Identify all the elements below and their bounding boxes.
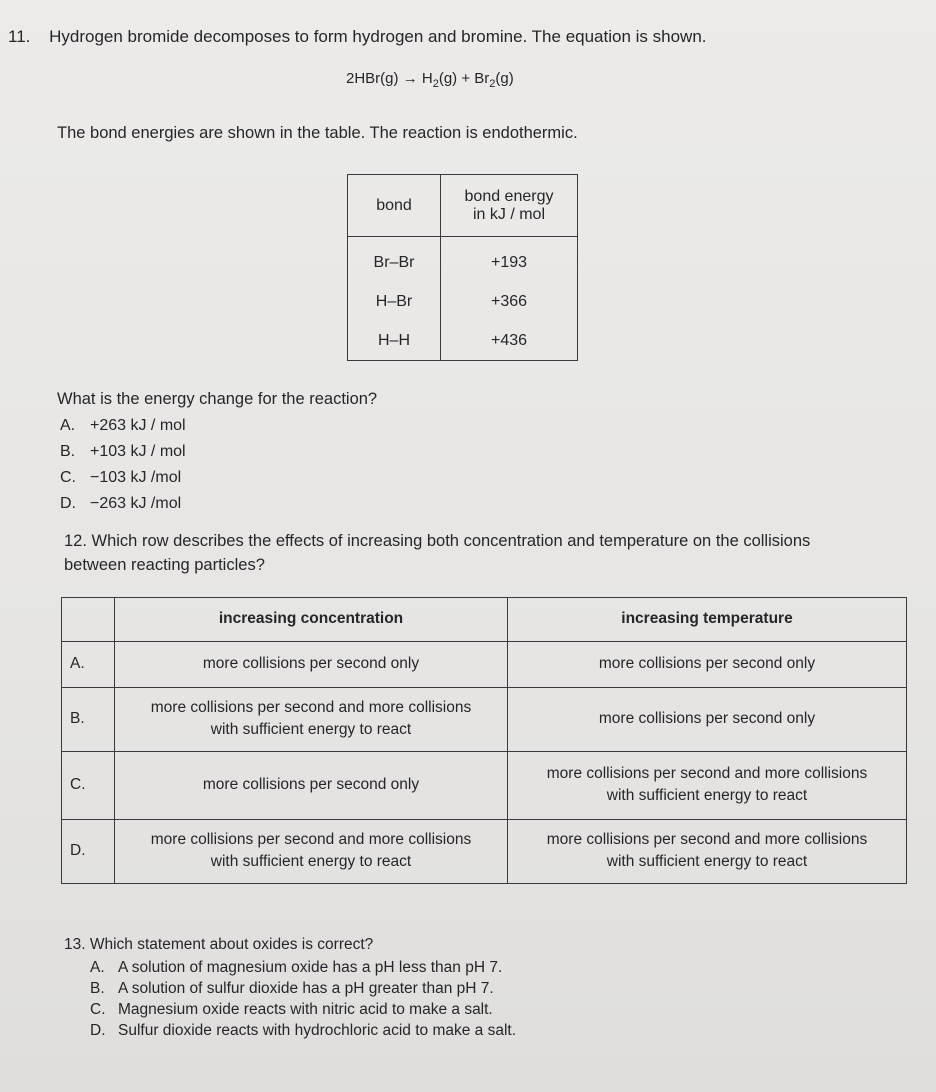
concentration-cell: more collisions per second only [115,751,508,819]
option-d[interactable]: D. −263 kJ /mol [60,495,182,512]
option-b[interactable]: B. +103 kJ / mol [60,443,186,460]
bond-cell: H–H [348,321,441,361]
q12-text-line1: 12. Which row describes the effects of increasing both concentration and temperature on the collisions [64,532,811,550]
q13-options [90,957,516,1041]
option-a[interactable]: A. +263 kJ / mol [60,417,186,434]
option-c[interactable]: C. Magnesium oxide reacts with nitric acid to make a salt. [90,1001,493,1018]
equation-plus: + [461,70,471,87]
table-row[interactable] [62,687,907,751]
header-bond-energy: bond energy in kJ / mol [441,175,578,237]
concentration-cell: more collisions per second only [115,641,508,687]
bond-energy-table [347,174,578,361]
q13-stem: 13. Which statement about oxides is correct? [64,936,374,953]
option-c[interactable]: C. −103 kJ /mol [60,469,182,486]
q11-text: Hydrogen bromide decomposes to form hydrogen and bromine. The equation is shown. [49,27,707,46]
header-concentration: increasing concentration [115,598,508,642]
concentration-cell: more collisions per second and more collisions with sufficient energy to react [115,687,508,751]
q12-stem [64,529,810,577]
collisions-table [61,597,907,884]
row-letter: C. [62,751,115,819]
table-row[interactable] [62,641,907,687]
q11-info: The bond energies are shown in the table. The reaction is endothermic. [57,124,578,142]
bond-cell: Br–Br [348,237,441,283]
header-blank [62,598,115,642]
table-row[interactable] [62,751,907,819]
equation-product-br2: $Br_2(g)$ [474,70,514,90]
equation-product-h2: $H_2(g)$ [421,70,458,90]
header-bond: bond [348,175,441,237]
energy-cell: +193 [441,237,578,283]
header-temperature: increasing temperature [508,598,907,642]
row-letter: D. [62,819,115,883]
q11-number: 11. [8,27,31,46]
q11-question: What is the energy change for the reaction? [57,390,378,408]
q11-stem [8,26,707,48]
table-row [348,237,578,283]
bond-cell: H–Br [348,282,441,321]
equation-arrow: → [402,70,418,87]
equation-reactant: 2HBr(g) [346,70,399,87]
q11-equation [346,70,514,90]
temperature-cell: more collisions per second only [508,641,907,687]
row-letter: B. [62,687,115,751]
temperature-cell: more collisions per second and more collisions with sufficient energy to react [508,819,907,883]
q12-text-line2: between reacting particles? [64,556,265,574]
option-a[interactable]: A. A solution of magnesium oxide has a pH less than pH 7. [90,959,503,976]
concentration-cell: more collisions per second and more collisions with sufficient energy to react [115,819,508,883]
table-row [348,282,578,321]
option-d[interactable]: D. Sulfur dioxide reacts with hydrochloric acid to make a salt. [90,1022,517,1039]
table-row[interactable] [62,819,907,883]
table-row [348,321,578,361]
energy-cell: +436 [441,321,578,361]
temperature-cell: more collisions per second and more collisions with sufficient energy to react [508,751,907,819]
row-letter: A. [62,641,115,687]
option-b[interactable]: B. A solution of sulfur dioxide has a pH greater than pH 7. [90,980,494,997]
q11-options [60,413,186,517]
temperature-cell: more collisions per second only [508,687,907,751]
energy-cell: +366 [441,282,578,321]
